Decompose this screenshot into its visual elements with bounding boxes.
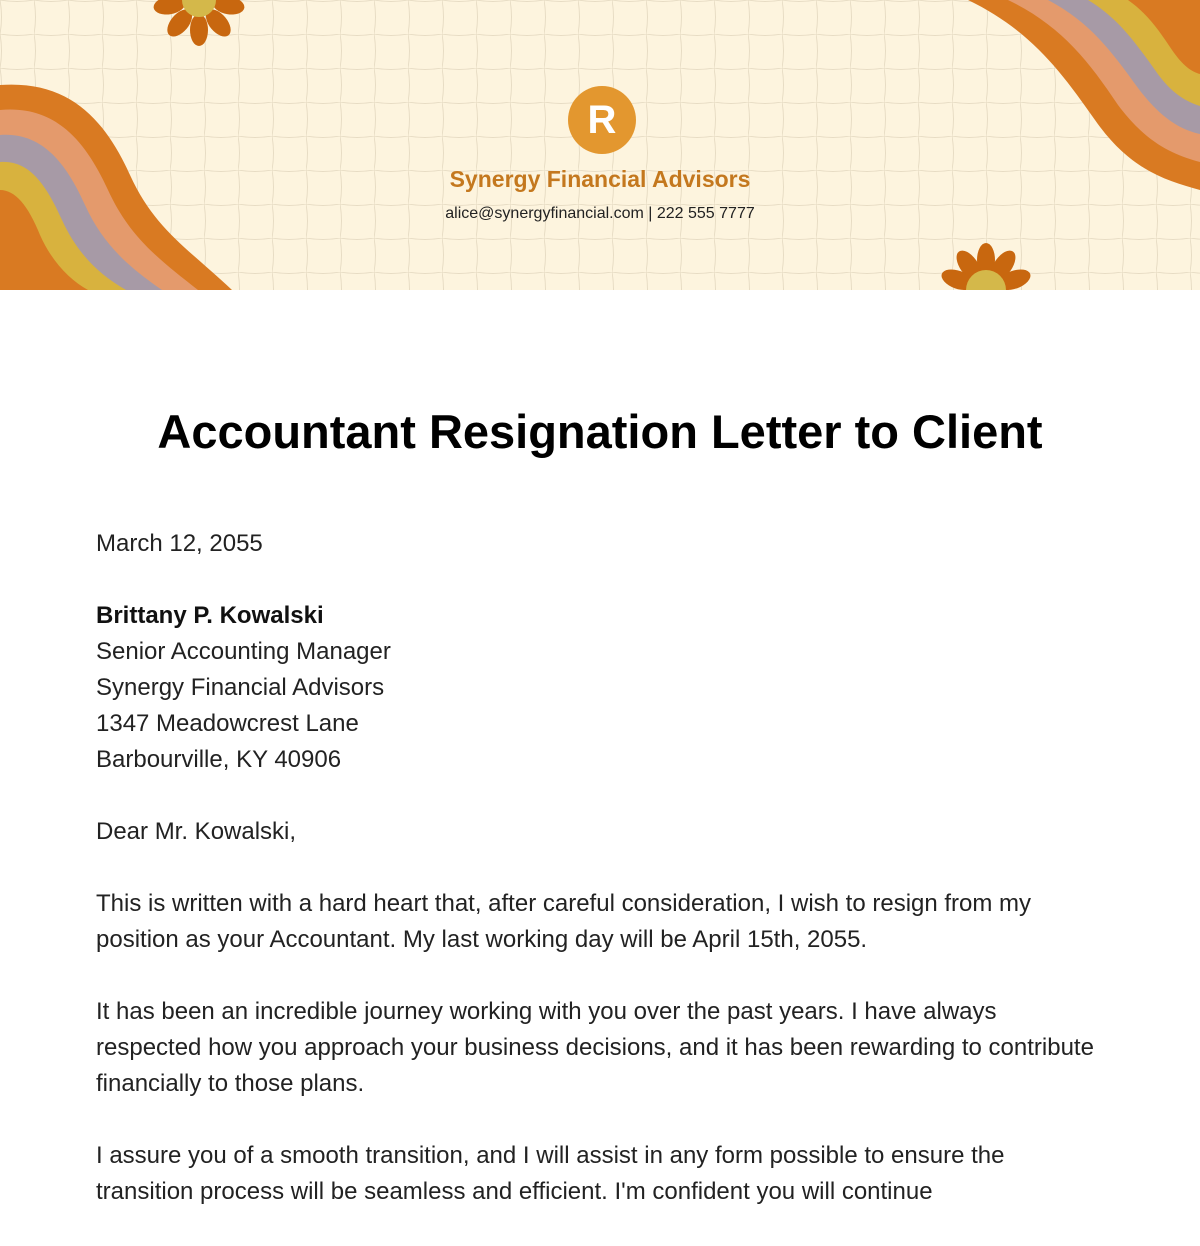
recipient-street: 1347 Meadowcrest Lane	[96, 710, 359, 737]
letterhead	[0, 0, 1200, 290]
paragraph: It has been an incredible journey working with you over the past years. I have always respected how you approach your business decisions, and it has been rewarding to contribute financially to those plans.	[96, 998, 1094, 1097]
letter-date: March 12, 2055	[96, 530, 263, 557]
salutation: Dear Mr. Kowalski,	[96, 818, 297, 845]
recipient-company: Synergy Financial Advisors	[96, 674, 385, 701]
contact-info: alice@synergyfinancial.com | 222 555 7777	[445, 205, 755, 222]
recipient-address	[96, 598, 1106, 778]
company-name: Synergy Financial Advisors	[449, 166, 751, 192]
paragraph: I assure you of a smooth transition, and I will assist in any form possible to ensure the transition process will be seamless and efficient. I'm confident you will continue	[96, 1142, 1005, 1205]
paragraph: This is written with a hard heart that, after careful consideration, I wish to resign from my position as your Accountant. My last working day will be April 15th, 2055.	[96, 890, 1032, 953]
letter-body	[96, 526, 1106, 1246]
document-title: Accountant Resignation Letter to Client	[157, 405, 1043, 458]
logo-letter: R	[587, 97, 617, 142]
recipient-city: Barbourville, KY 40906	[96, 746, 342, 773]
recipient-name: Brittany P. Kowalski	[96, 602, 324, 629]
recipient-position: Senior Accounting Manager	[96, 638, 391, 665]
company-logo	[568, 86, 636, 154]
